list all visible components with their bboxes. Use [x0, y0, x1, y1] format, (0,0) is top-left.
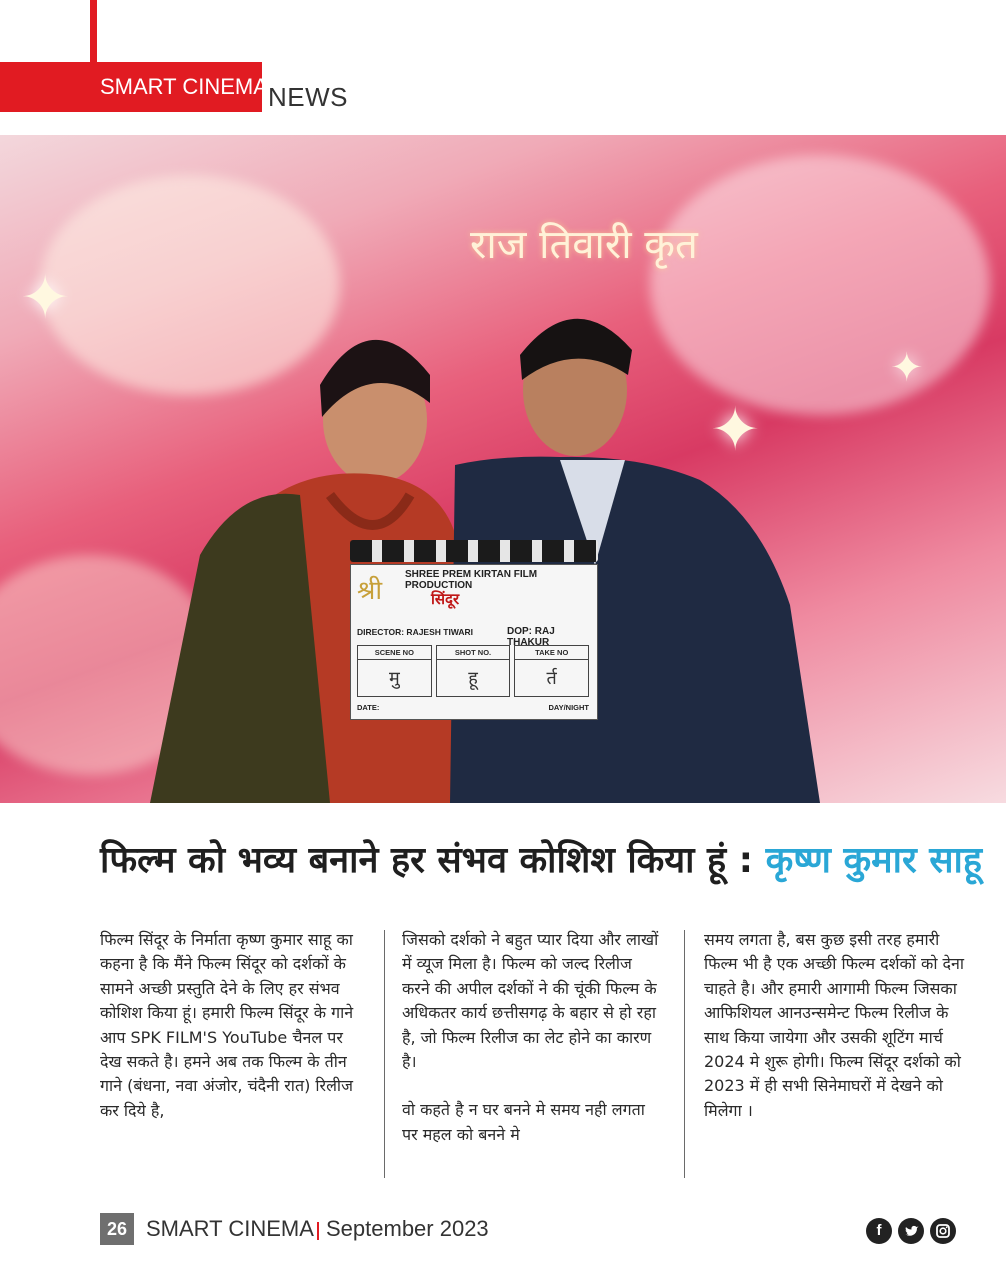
clapper-grid [357, 645, 589, 697]
footer-date: September 2023 [326, 1216, 489, 1241]
production-logo: श्री [357, 576, 383, 606]
date-label: DATE: [357, 703, 380, 712]
production-name: SHREE PREM KIRTAN FILM PRODUCTION [405, 569, 538, 591]
shot-cell [436, 645, 511, 697]
scene-header: SCENE NO [358, 646, 431, 660]
daynight-label: DAY/NIGHT [548, 703, 589, 712]
dop-credit: DOP: RAJ THAKUR [507, 626, 555, 648]
section-label: SMART CINEMA [0, 62, 262, 112]
feature-photo [0, 135, 1006, 803]
scene-cell [357, 645, 432, 697]
film-title: सिंदूर [431, 590, 460, 608]
take-cell [514, 645, 589, 697]
header-accent-line [90, 0, 97, 62]
twitter-icon[interactable] [898, 1218, 924, 1244]
facebook-icon[interactable]: f [866, 1218, 892, 1244]
sparkle-icon: ✦ [710, 395, 761, 465]
sparkle-icon: ✦ [890, 345, 924, 391]
column-divider [384, 930, 385, 1178]
clapper-stick [350, 540, 598, 562]
page-number: 26 [100, 1213, 134, 1245]
article-column-2 [402, 928, 664, 1147]
article-paragraph: समय लगता है, बस कुछ इसी तरह हमारी फिल्म भी है एक अच्छी फिल्म दर्शकों को देना चाहते है। और हमारी आगामी फिल्म जिसका आफिशियल आनउन्समेन्ट फिल्म रिलीज के साथ किया जायेगा और उसकी शूटिंग मार्च 2024 मे शुरू होगी। फिल्म सिंदूर दर्शको को 2023 में ही सभी सिनेमाघरों में देखने को मिलेगा । [704, 930, 965, 1120]
headline-name: कृष्ण कुमार साहू [765, 840, 982, 881]
headline [100, 836, 1000, 886]
clapper-board [350, 564, 598, 720]
shot-value: हू [468, 668, 478, 689]
article-paragraph: वो कहते है न घर बनने मे समय नही लगता पर महल को बनने मे [402, 1100, 645, 1144]
sparkle-icon: ✦ [20, 263, 71, 333]
section-title: NEWS [268, 82, 348, 112]
clapper-footer [357, 703, 589, 712]
banner-text: राज तिवारी कृत [470, 222, 698, 268]
headline-text: फिल्म को भव्य बनाने हर संभव कोशिश किया हूं : [100, 840, 754, 881]
take-header: TAKE NO [515, 646, 588, 660]
article-column-3 [704, 928, 966, 1123]
scene-value: मु [388, 668, 400, 689]
footer-separator [317, 1222, 319, 1240]
take-value: र्त [546, 668, 557, 689]
article-paragraph: जिसको दर्शको ने बहुत प्यार दिया और लाखों में व्यूज मिला है। फिल्म को जल्द रिलीज करने की अपील दर्शकों ने की चूंकी फिल्म के अधिकतर कार्य छत्तीसगढ़ के बहार से हो रहा है, जो फिल्म रिलीज का लेट होने का कारण है। [402, 930, 659, 1072]
article-column-1 [100, 928, 362, 1123]
article-paragraph: फिल्म सिंदूर के निर्माता कृष्ण कुमार साहू का कहना है कि मैंने फिल्म सिंदूर को दर्शकों के सामने अच्छी प्रस्तुति देने के लिए हर संभव कोशिश किया हूं। हमारी फिल्म सिंदूर के गाने आप SPK FILM'S YouTube चैनल पर देख सकते है। हमने अब तक फिल्म के तीन गाने (बंधना, नवा अंजोर, चंदैनी रात) रिलीज कर दिये है, [100, 930, 354, 1120]
shot-header: SHOT NO. [437, 646, 510, 660]
instagram-icon[interactable] [930, 1218, 956, 1244]
column-divider [684, 930, 685, 1178]
clapperboard [350, 540, 598, 720]
director-credit: DIRECTOR: RAJESH TIWARI [357, 627, 474, 637]
footer-magazine: SMART CINEMA [146, 1216, 314, 1241]
